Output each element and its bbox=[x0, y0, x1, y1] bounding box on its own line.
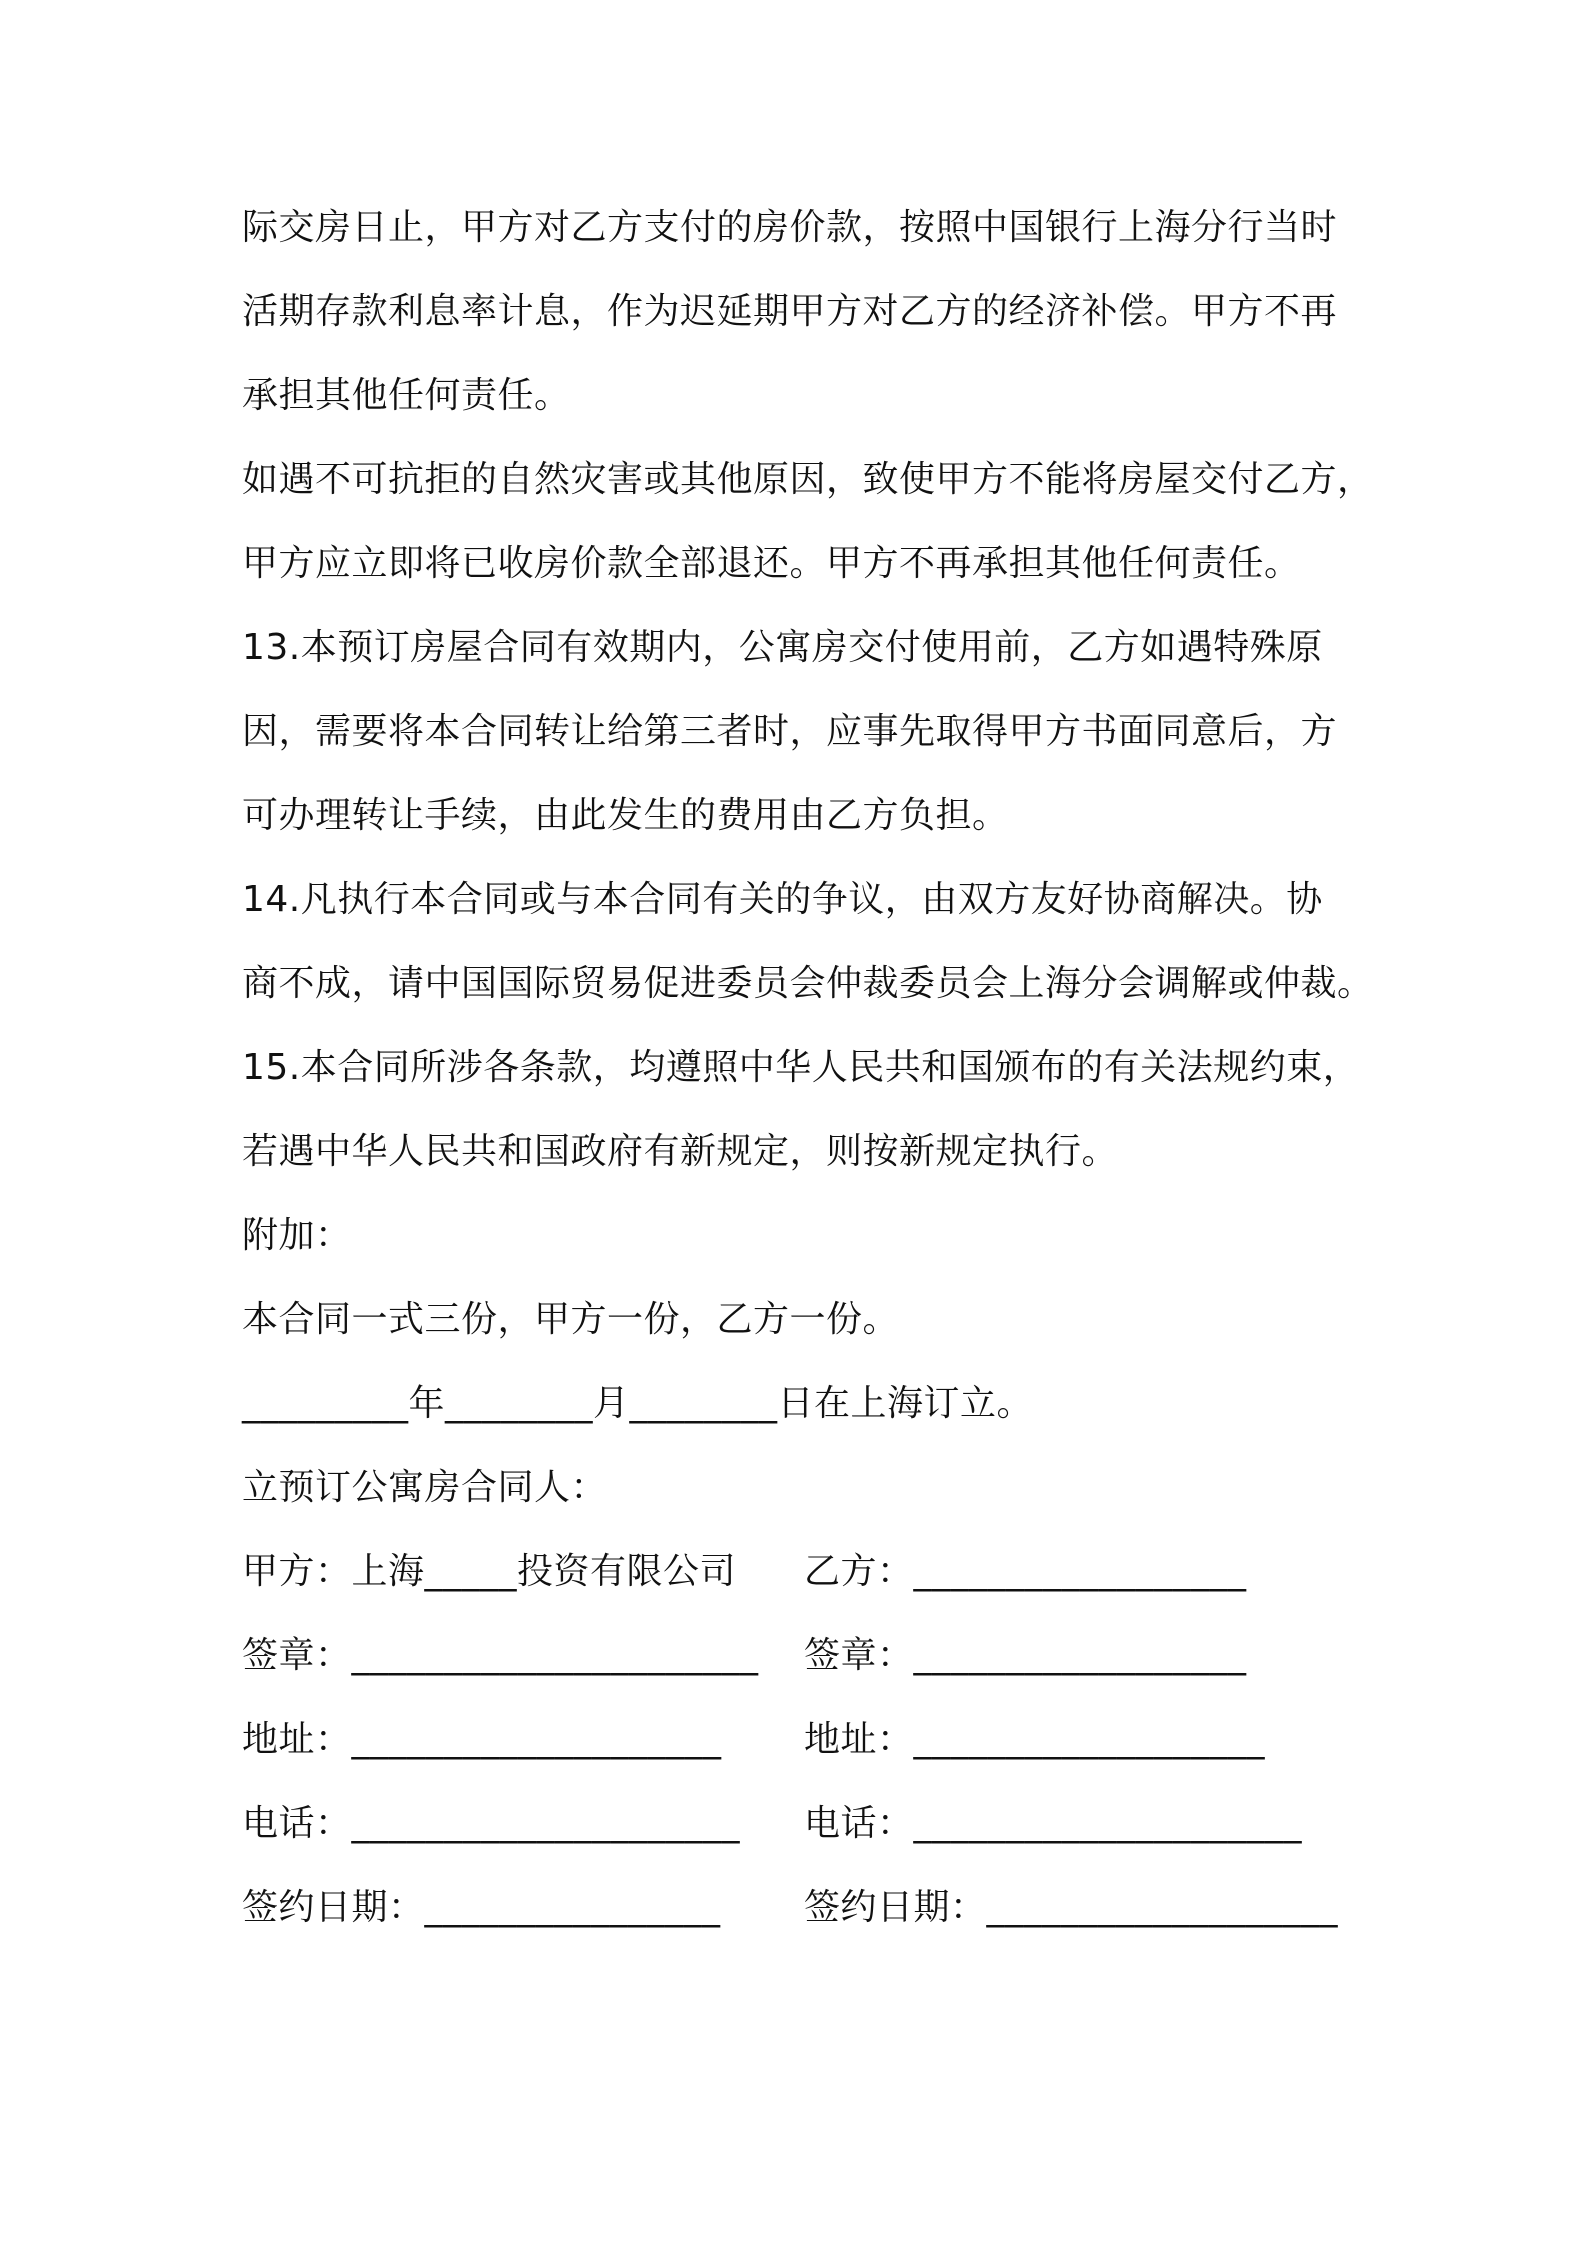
party-b-phone: 电话：_____________________ bbox=[804, 1803, 1303, 1844]
paragraph-line-5: 甲方应立即将已收房价款全部退还。甲方不再承担其他任何责任。 bbox=[242, 543, 1301, 584]
party-a-sign-date: 签约日期：________________ bbox=[242, 1887, 721, 1928]
party-a-address: 地址：____________________ bbox=[242, 1719, 722, 1760]
party-b-address: 地址：___________________ bbox=[804, 1719, 1266, 1760]
clause-15-line-2: 若遇中华人民共和国政府有新规定，则按新规定执行。 bbox=[242, 1131, 1119, 1172]
party-b-sign-date: 签约日期：___________________ bbox=[804, 1887, 1339, 1928]
paragraph-line-3: 承担其他任何责任。 bbox=[242, 375, 571, 416]
party-a-seal: 签章：______________________ bbox=[242, 1635, 759, 1676]
signing-date-place: _________年________月________日在上海订立。 bbox=[242, 1383, 1034, 1424]
paragraph-line-4: 如遇不可抗拒的自然灾害或其他原因，致使甲方不能将房屋交付乙方， bbox=[242, 459, 1374, 500]
party-a-phone: 电话：_____________________ bbox=[242, 1803, 741, 1844]
contract-parties-heading: 立预订公寓房合同人： bbox=[242, 1467, 608, 1508]
clause-14-line-2: 商不成，请中国国际贸易促进委员会仲裁委员会上海分会调解或仲裁。 bbox=[242, 963, 1374, 1004]
clause-13-line-2: 因，需要将本合同转让给第三者时，应事先取得甲方书面同意后，方 bbox=[242, 711, 1338, 752]
appendix-heading: 附加： bbox=[242, 1215, 352, 1256]
paragraph-line-2: 活期存款利息率计息，作为迟延期甲方对乙方的经济补偿。甲方不再 bbox=[242, 291, 1338, 332]
clause-13-line-3: 可办理转让手续，由此发生的费用由乙方负担。 bbox=[242, 795, 1009, 836]
paragraph-line-1: 际交房日止，甲方对乙方支付的房价款，按照中国银行上海分行当时 bbox=[242, 207, 1338, 248]
copies-note: 本合同一式三份，甲方一份，乙方一份。 bbox=[242, 1299, 900, 1340]
clause-14-line-1: 14.凡执行本合同或与本合同有关的争议，由双方友好协商解决。协 bbox=[242, 879, 1323, 920]
party-b-name: 乙方：__________________ bbox=[804, 1551, 1247, 1592]
clause-13-line-1: 13.本预订房屋合同有效期内，公寓房交付使用前，乙方如遇特殊原 bbox=[242, 627, 1323, 668]
party-a-name: 甲方：上海_____投资有限公司 bbox=[242, 1551, 737, 1592]
clause-15-line-1: 15.本合同所涉各条款，均遵照中华人民共和国颁布的有关法规约束， bbox=[242, 1047, 1360, 1088]
party-b-seal: 签章：__________________ bbox=[804, 1635, 1247, 1676]
